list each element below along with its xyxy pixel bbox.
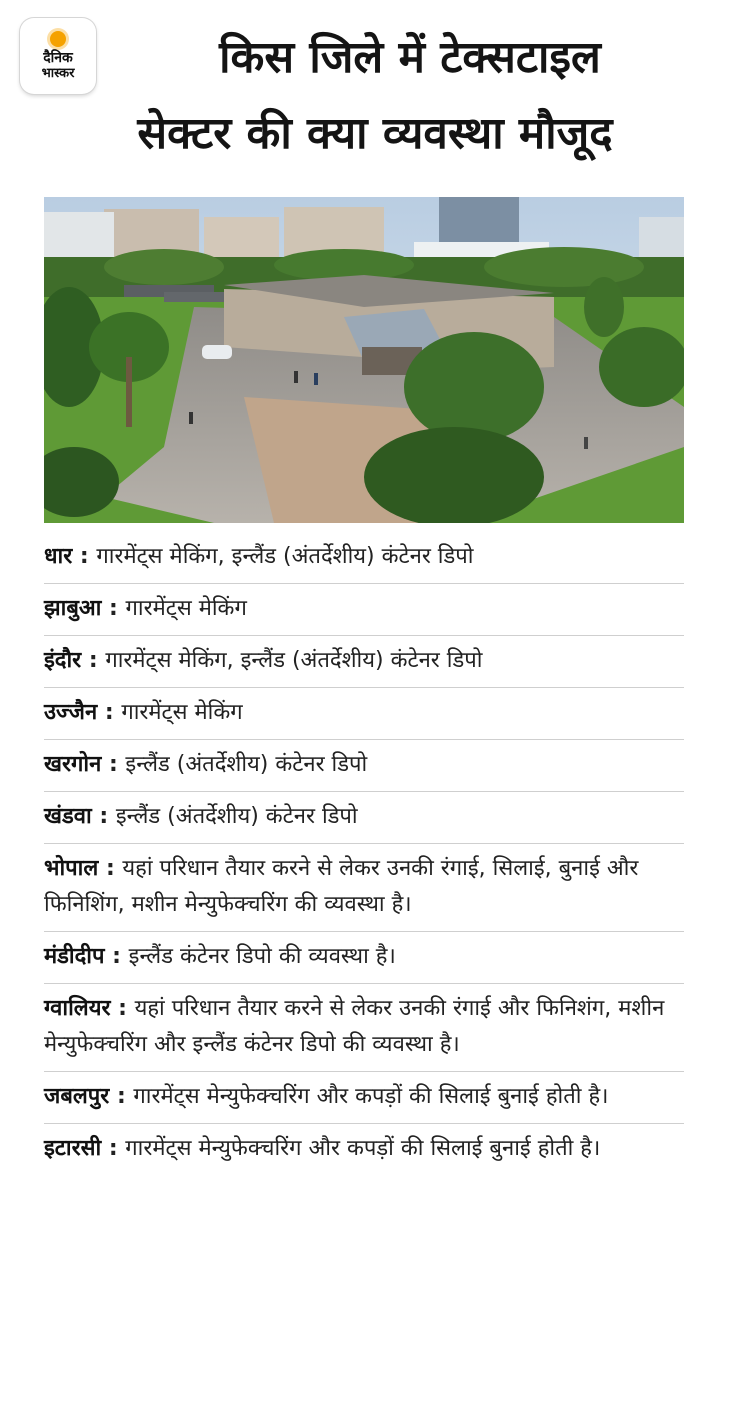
colon-separator: : [104,944,129,969]
district-row-gwalior [44,984,684,1072]
district-name: ग्वालियर [44,996,111,1021]
district-details: यहां परिधान तैयार करने से लेकर उनकी रंगाई और फिनिशंग, मशीन मेन्युफेक्चरिंग और इन्लैंड कंटेनर डिपो की व्यवस्था है। [44,996,665,1057]
district-details: यहां परिधान तैयार करने से लेकर उनकी रंगाई, सिलाई, बुनाई और फिनिशिंग, मशीन मेन्युफेक्चरिंग की व्यवस्था है। [44,856,639,917]
colon-separator: : [98,856,123,881]
district-row-jhabua [44,584,684,636]
district-details: इन्लैंड (अंतर्देशीय) कंटेनर डिपो [125,752,368,777]
district-row-itarsi [44,1124,684,1175]
district-row-jabalpur [44,1072,684,1124]
district-details: गारमेंट्स मेकिंग [125,596,247,621]
district-name: धार [44,544,73,569]
district-row-indore [44,636,684,688]
headline-line2: सेक्टर की क्या व्यवस्था मौजूद [137,108,613,159]
colon-separator: : [110,996,135,1021]
district-details: गारमेंट्स मेन्युफेक्चरिंग और कपड़ों की सिलाई बुनाई होती है। [133,1084,609,1109]
district-name: इंदौर [44,648,82,673]
logo-line1: दैनिक [43,50,73,66]
headline [110,20,710,172]
colon-separator: : [101,596,126,621]
district-row-mandideep [44,932,684,984]
colon-separator: : [72,544,97,569]
district-list [44,532,684,1175]
district-name: उज्जैन [44,700,98,725]
district-details: गारमेंट्स मेकिंग, इन्लैंड (अंतर्देशीय) कंटेनर डिपो [96,544,474,569]
colon-separator: : [101,752,126,777]
colon-separator: : [91,804,116,829]
district-row-dhar [44,532,684,584]
logo-line2: भास्कर [41,66,75,81]
district-name: भोपाल [44,856,99,881]
colon-separator: : [109,1084,134,1109]
district-name: मंडीदीप [44,944,105,969]
district-name: झाबुआ [44,596,102,621]
colon-separator: : [81,648,106,673]
district-row-khargone [44,740,684,792]
district-row-bhopal [44,844,684,932]
textile-park-rendering-image [44,197,684,523]
district-details: इन्लैंड कंटेनर डिपो की व्यवस्था है। [128,944,396,969]
district-details: गारमेंट्स मेकिंग [121,700,243,725]
colon-separator: : [101,1136,126,1161]
district-details: गारमेंट्स मेन्युफेक्चरिंग और कपड़ों की सिलाई बुनाई होती है। [125,1136,601,1161]
district-row-khandwa [44,792,684,844]
sun-icon [50,31,66,47]
district-details: गारमेंट्स मेकिंग, इन्लैंड (अंतर्देशीय) कंटेनर डिपो [105,648,483,673]
dainik-bhaskar-logo [20,18,96,94]
district-name: इटारसी [44,1136,102,1161]
district-name: खरगोन [44,752,102,777]
district-row-ujjain [44,688,684,740]
colon-separator: : [97,700,122,725]
district-details: इन्लैंड (अंतर्देशीय) कंटेनर डिपो [115,804,358,829]
headline-line1: किस जिले में टेक्सटाइल [219,32,601,83]
district-name: खंडवा [44,804,92,829]
district-name: जबलपुर [44,1084,110,1109]
